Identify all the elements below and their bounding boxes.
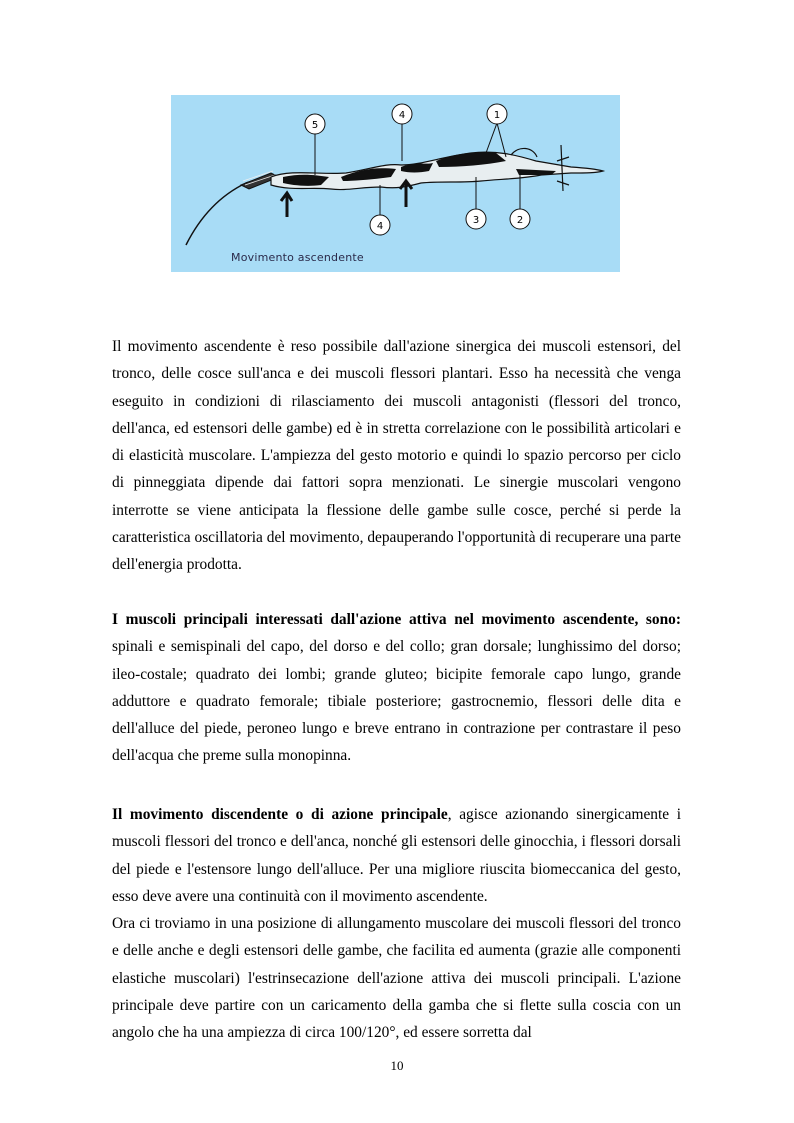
svg-text:4: 4 (376, 221, 384, 232)
callout-2 (510, 209, 530, 229)
paragraph-text: Ora ci troviamo in una posizione di allungamento muscolare dei muscoli flessori del tronco e delle anche e degli estensori delle gambe, che facilita ed aumenta (grazie alle componenti elastiche muscolari) l'estrinsecazione dell'azione attiva dei muscoli principali. L'azione principale deve partire con un caricamento della gamba che si flette sulla coscia con un angolo che ha una ampiezza di circa 100/120°, ed essere sorretta dal (112, 915, 681, 1042)
paragraph-heading: Il movimento discendente o di azione principale (112, 806, 448, 823)
paragraph-body: spinali e semispinali del capo, del dorso e del collo; gran dorsale; lunghissimo del dorso; ileo-costale; quadrato dei lombi; grande gluteo; bicipite femorale capo lungo, grande adduttore e quadrato femorale; tibiale posteriore; gastrocnemio, flessori delle dita e dell'alluce del piede, peroneo lungo e breve entrano in contrazione per contrastare il peso dell'acqua che preme sulla monopinna. (112, 638, 681, 765)
svg-text:5: 5 (311, 120, 319, 131)
callout-5 (305, 114, 325, 134)
callout-4-top (392, 104, 412, 124)
paragraph-text (112, 801, 681, 910)
figure-caption: Movimento ascendente (231, 251, 364, 264)
page-number: 10 (390, 1058, 404, 1073)
callout-1 (487, 104, 507, 124)
callout-3 (466, 209, 486, 229)
svg-text:2: 2 (516, 215, 524, 226)
paragraph-body: , agisce azionando sinergicamente i muscoli flessori del tronco e dell'anca, nonché gli estensori delle ginocchia, i flessori dorsali del piede e l'estensore lungo dell'alluce. Per una migliore riuscita biomeccanica del gesto, esso deve avere una continuità con il movimento ascendente. (112, 806, 681, 905)
paragraph-ascending-movement (112, 333, 681, 579)
paragraph-text (112, 606, 681, 770)
swimmer-illustration (171, 95, 620, 272)
paragraph-text: Il movimento ascendente è reso possibile dall'azione sinergica dei muscoli estensori, del tronco, delle cosce sull'anca e dei muscoli flessori plantari. Esso ha necessità che venga eseguito in condizioni di rilasciamento dei muscoli antagonisti (flessori del tronco, dell'anca, ed estensori delle gambe) ed è in stretta correlazione con le possibilità articolari e di elasticità muscolare. L'ampiezza del gesto motorio e quindi lo spazio percorso per ciclo di pinneggiata dipende dai fattori sopra menzionati. Le sinergie muscolari vengono interrotte se viene anticipata la flessione delle gambe sulle cosce, perché si perde la caratteristica oscillatoria del movimento, depauperando l'opportunità di recuperare una parte dell'energia prodotta. (112, 338, 681, 574)
svg-text:1: 1 (493, 110, 501, 121)
callout-4-bottom (370, 215, 390, 235)
svg-text:3: 3 (472, 215, 480, 226)
paragraph-descending-movement (112, 801, 681, 1047)
swimmer-drawing (171, 95, 620, 272)
svg-text:4: 4 (398, 110, 406, 121)
paragraph-heading: I muscoli principali interessati dall'azione attiva nel movimento ascendente, sono: (112, 611, 681, 628)
paragraph-main-muscles (112, 606, 681, 770)
